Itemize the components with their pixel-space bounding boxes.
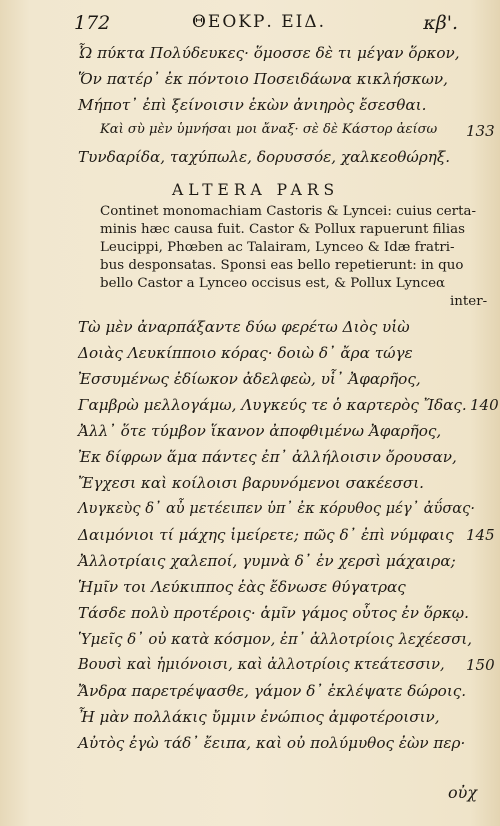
verse-line: Λυγκεὺς δ᾽ αὖ μετέειπεν ὑπ᾽ ἐκ κόρυθος μέγ᾽ ἀΰσας· bbox=[78, 500, 475, 517]
verse-line: Ἐκ δίφρων ἅμα πάντες ἐπ᾽ ἀλλήλοισιν ὄρουσαν, bbox=[78, 448, 457, 466]
verse-line: Ἄνδρα παρετρέψασθε, γάμον δ᾽ ἐκλέψατε δώροις. bbox=[78, 682, 467, 700]
verse-line: Ἀλλ᾽ ὅτε τύμβον ἵκανον ἀποφθιμένω Ἀφαρῆος, bbox=[78, 422, 442, 440]
verse-line: Γαμβρὼ μελλογάμω, Λυγκεύς τε ὁ καρτερὸς Ἴδας. bbox=[78, 396, 467, 414]
verse-line: Αὐτὸς ἐγὼ τάδ᾽ ἔειπα, καὶ οὐ πολύμυθος ἐὼν περ· bbox=[78, 734, 466, 752]
page-header bbox=[74, 12, 458, 38]
argument-line: Continet monomachiam Castoris & Lyncei: cuius certa- bbox=[100, 204, 476, 219]
verse-line: Ὅν πατέρ᾽ ἐκ πόντοιο Ποσειδάωνα κικλήσκων, bbox=[78, 70, 448, 88]
idyll-number: κβ'. bbox=[423, 12, 458, 34]
verse-line: Δοιὰς Λευκίπποιο κόρας· δοιὼ δ᾽ ἄρα τώγε bbox=[78, 344, 413, 362]
line-number: 133 bbox=[466, 122, 495, 140]
verse-line: Καὶ σὺ μὲν ὑμνήσαι μοι ἄναξ· σὲ δὲ Κάστορ ἀείσω bbox=[100, 122, 438, 137]
verse-line: Ὦ πύκτα Πολύδευκες· ὅμοσσε δὲ τι μέγαν ὅρκον, bbox=[78, 44, 460, 62]
verse-line: Ἔγχεσι καὶ κοίλοισι βαρυνόμενοι σακέεσσι. bbox=[78, 474, 424, 492]
catchword-latin: inter- bbox=[450, 294, 488, 309]
page-number: 172 bbox=[74, 12, 111, 34]
running-title: ΘΕΟΚΡ. ΕΙΔ. bbox=[192, 12, 327, 32]
verse-line: Μήποτ᾽ ἐπὶ ξείνοισιν ἑκὼν ἀνιηρὸς ἔσεσθαι. bbox=[78, 96, 427, 114]
argument-line: bello Castor a Lynceo occisus est, & Pollux Lynceα bbox=[100, 276, 446, 291]
line-number: 150 bbox=[466, 656, 495, 674]
argument-line: minis hæc causa fuit. Castor & Pollux rapuerunt filias bbox=[100, 222, 466, 237]
verse-line: Τυνδαρίδα, ταχύπωλε, δορυσσόε, χαλκεοθώρηξ. bbox=[78, 148, 451, 166]
verse-line: Δαιμόνιοι τί μάχης ἱμείρετε; πῶς δ᾽ ἐπὶ νύμφαις bbox=[78, 526, 454, 544]
line-number: 140 bbox=[470, 396, 499, 414]
argument-line: bus desponsatas. Sponsi eas bello repetierunt: in quo bbox=[100, 258, 464, 273]
verse-line: Ἐσσυμένως ἐδίωκον ἀδελφεὼ, υἷ᾽ Ἀφαρῆος, bbox=[78, 370, 421, 388]
verse-line: Ἀλλοτρίαις χαλεποί, γυμνὰ δ᾽ ἐν χερσὶ μάχαιρα; bbox=[78, 552, 456, 570]
verse-line: Ἦ μὰν πολλάκις ὔμμιν ἐνώπιος ἀμφοτέροισιν, bbox=[78, 708, 440, 726]
verse-line: Τάσδε πολὺ προτέροις· ἁμῖν γάμος οὗτος ἐν ὅρκῳ. bbox=[78, 604, 470, 622]
verse-line: Ὑμεῖς δ᾽ οὐ κατὰ κόσμον, ἐπ᾽ ἀλλοτρίοις λεχέεσσι, bbox=[78, 630, 472, 648]
verse-line: Βουσὶ καὶ ἡμιόνοισι, καὶ ἀλλοτρίοις κτεάτεσσιν, bbox=[78, 656, 445, 673]
line-number: 145 bbox=[466, 526, 495, 544]
verse-line: Τὼ μὲν ἀναρπάξαντε δύω φερέτω Διὸς υἱὼ bbox=[78, 318, 410, 336]
section-title: ALTERA PARS bbox=[172, 181, 340, 199]
argument-line: Leucippi, Phœben ac Talairam, Lynceo & Idæ fratri- bbox=[100, 240, 455, 255]
catchword: οὐχ bbox=[448, 783, 478, 802]
verse-line: Ἡμῖν τοι Λεύκιππος ἑὰς ἔδνωσε θύγατρας bbox=[78, 578, 406, 596]
